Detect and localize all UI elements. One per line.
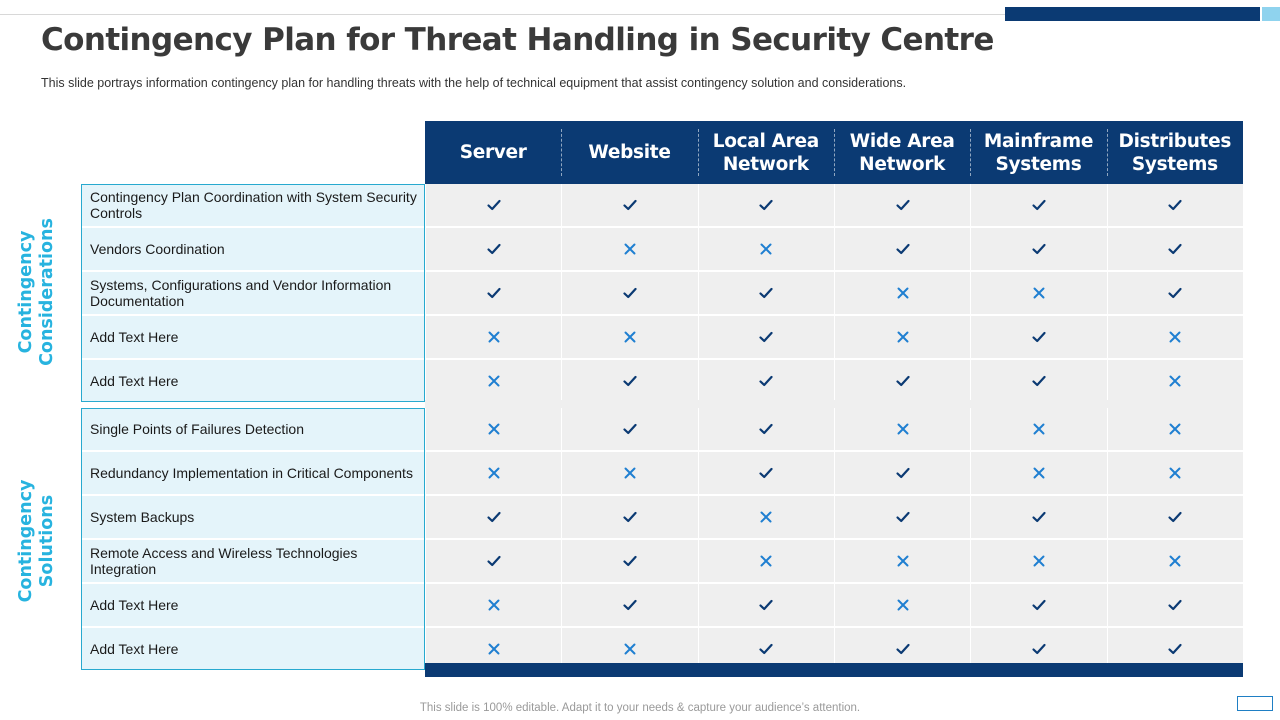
cross-icon: [622, 465, 638, 481]
table-cell: [970, 272, 1106, 314]
section-spacer: [425, 400, 1243, 408]
table-cell: [1107, 228, 1243, 270]
cross-icon: [486, 641, 502, 657]
table-cell: [425, 228, 561, 270]
row-label: Vendors Coordination: [81, 228, 425, 270]
check-icon: [895, 197, 911, 213]
section-title-solutions: Contingency Solutions: [16, 479, 57, 603]
table-cell: [834, 496, 970, 538]
cross-icon: [1031, 465, 1047, 481]
section-contingency-considerations: [81, 184, 1243, 402]
row-label: Redundancy Implementation in Critical Components: [81, 452, 425, 494]
check-icon: [758, 285, 774, 301]
table-cell: [698, 360, 834, 402]
row-label: Add Text Here: [81, 584, 425, 626]
check-icon: [622, 285, 638, 301]
table-cell: [1107, 408, 1243, 450]
cross-icon: [486, 597, 502, 613]
table-cell: [561, 228, 697, 270]
check-icon: [1031, 197, 1047, 213]
table-cell: [970, 360, 1106, 402]
table-cell: [561, 316, 697, 358]
check-icon: [1031, 373, 1047, 389]
slide-subtitle: This slide portrays information contingency plan for handling threats with the help of technical equipment that assist contingency solution and considerations.: [41, 76, 907, 90]
cross-icon: [622, 329, 638, 345]
cross-icon: [1167, 465, 1183, 481]
cross-icon: [895, 553, 911, 569]
cross-icon: [1167, 329, 1183, 345]
cross-icon: [1167, 421, 1183, 437]
table-cell: [561, 360, 697, 402]
cross-icon: [486, 329, 502, 345]
cross-icon: [1031, 285, 1047, 301]
top-divider: [0, 14, 1005, 15]
cross-icon: [486, 465, 502, 481]
table-cell: [834, 184, 970, 226]
table-cell: [834, 408, 970, 450]
table-cell: [561, 584, 697, 626]
table-cell: [970, 452, 1106, 494]
row-label: Add Text Here: [81, 316, 425, 358]
slide-title: Contingency Plan for Threat Handling in Security Centre: [41, 22, 994, 58]
section-contingency-solutions: [81, 408, 1243, 670]
check-icon: [1031, 329, 1047, 345]
table-cell: [425, 452, 561, 494]
cross-icon: [1167, 553, 1183, 569]
table-cell: [425, 184, 561, 226]
cross-icon: [622, 641, 638, 657]
row-label: Add Text Here: [81, 360, 425, 402]
check-icon: [895, 373, 911, 389]
check-icon: [758, 373, 774, 389]
table-cell: [1107, 316, 1243, 358]
table-cell: [425, 316, 561, 358]
table-cell: [561, 184, 697, 226]
table-cell: [425, 540, 561, 582]
table-cell: [970, 540, 1106, 582]
column-header: Website: [561, 121, 697, 184]
table-cell: [834, 584, 970, 626]
check-icon: [1031, 641, 1047, 657]
cross-icon: [486, 373, 502, 389]
check-icon: [895, 465, 911, 481]
table-cell: [698, 184, 834, 226]
check-icon: [758, 641, 774, 657]
cross-icon: [895, 597, 911, 613]
check-icon: [622, 421, 638, 437]
column-header: Distributes Systems: [1107, 121, 1243, 184]
check-icon: [1167, 641, 1183, 657]
cross-icon: [758, 553, 774, 569]
table-cell: [698, 272, 834, 314]
table-row: [81, 314, 1243, 358]
check-icon: [622, 373, 638, 389]
table-cell: [1107, 272, 1243, 314]
check-icon: [1167, 197, 1183, 213]
cross-icon: [758, 241, 774, 257]
table-cell: [834, 540, 970, 582]
check-icon: [1167, 241, 1183, 257]
table-cell: [561, 272, 697, 314]
table-row: [81, 582, 1243, 626]
table-cell: [425, 496, 561, 538]
column-header: Server: [459, 142, 527, 163]
cross-icon: [758, 509, 774, 525]
table-row: [81, 226, 1243, 270]
row-label: Single Points of Failures Detection: [81, 408, 425, 450]
table-cell: [698, 408, 834, 450]
table-cell: [425, 408, 561, 450]
cross-icon: [1167, 373, 1183, 389]
table-cell: [834, 228, 970, 270]
table-row: [81, 358, 1243, 402]
table-cell: [834, 452, 970, 494]
table-cell: [970, 408, 1106, 450]
check-icon: [622, 509, 638, 525]
table-cell: [425, 584, 561, 626]
check-icon: [1167, 285, 1183, 301]
check-icon: [486, 553, 502, 569]
cross-icon: [1031, 421, 1047, 437]
table-cell: [561, 540, 697, 582]
cross-icon: [486, 421, 502, 437]
table-row: [81, 408, 1243, 450]
table-cell: [1107, 540, 1243, 582]
table-cell: [1107, 360, 1243, 402]
column-header: Mainframe Systems: [970, 121, 1106, 184]
table-cell: [834, 360, 970, 402]
table-cell: [834, 316, 970, 358]
cross-icon: [1031, 553, 1047, 569]
check-icon: [622, 553, 638, 569]
check-icon: [895, 241, 911, 257]
check-icon: [895, 509, 911, 525]
row-label: Add Text Here: [81, 628, 425, 670]
table-cell: [698, 452, 834, 494]
table-cell: [698, 584, 834, 626]
table-row: [81, 184, 1243, 226]
table-cell: [698, 496, 834, 538]
table-row: [81, 270, 1243, 314]
table-cell: [1107, 496, 1243, 538]
table-cell: [698, 316, 834, 358]
check-icon: [486, 509, 502, 525]
table-cell: [698, 540, 834, 582]
check-icon: [486, 197, 502, 213]
table-cell: [970, 496, 1106, 538]
check-icon: [758, 197, 774, 213]
table-cell: [970, 228, 1106, 270]
check-icon: [622, 597, 638, 613]
top-accent-bar-light: [1262, 7, 1280, 21]
slide-footer: This slide is 100% editable. Adapt it to your needs & capture your audience’s attention.: [419, 702, 861, 714]
section-title-considerations: Contingency Considerations: [16, 218, 57, 366]
table-header-row: [425, 121, 1243, 184]
cross-icon: [895, 421, 911, 437]
row-label: Systems, Configurations and Vendor Information Documentation: [81, 272, 425, 314]
table-cell: [561, 496, 697, 538]
table-cell: [834, 272, 970, 314]
row-label: Remote Access and Wireless Technologies Integration: [81, 540, 425, 582]
table-row: [81, 450, 1243, 494]
check-icon: [486, 241, 502, 257]
table-cell: [1107, 452, 1243, 494]
check-icon: [1167, 509, 1183, 525]
check-icon: [758, 597, 774, 613]
cross-icon: [622, 241, 638, 257]
check-icon: [486, 285, 502, 301]
check-icon: [1031, 597, 1047, 613]
row-label: System Backups: [81, 496, 425, 538]
check-icon: [1031, 241, 1047, 257]
table-row: [81, 494, 1243, 538]
table-cell: [1107, 184, 1243, 226]
table-cell: [698, 228, 834, 270]
check-icon: [758, 465, 774, 481]
check-icon: [1031, 509, 1047, 525]
row-label: Contingency Plan Coordination with System Security Controls: [81, 184, 425, 226]
cross-icon: [895, 329, 911, 345]
table-cell: [970, 316, 1106, 358]
check-icon: [622, 197, 638, 213]
cross-icon: [895, 285, 911, 301]
table-cell: [970, 184, 1106, 226]
top-accent-bar: [1005, 7, 1260, 21]
table-cell: [425, 360, 561, 402]
table-bottom-bar: [425, 663, 1243, 677]
check-icon: [758, 329, 774, 345]
table-cell: [561, 452, 697, 494]
check-icon: [1167, 597, 1183, 613]
table-cell: [425, 272, 561, 314]
table-cell: [970, 584, 1106, 626]
table-cell: [1107, 584, 1243, 626]
table-row: [81, 538, 1243, 582]
check-icon: [895, 641, 911, 657]
slide-number-box: [1237, 696, 1273, 711]
check-icon: [758, 421, 774, 437]
column-header: Wide Area Network: [834, 121, 970, 184]
column-header: Local Area Network: [698, 121, 834, 184]
table-cell: [561, 408, 697, 450]
